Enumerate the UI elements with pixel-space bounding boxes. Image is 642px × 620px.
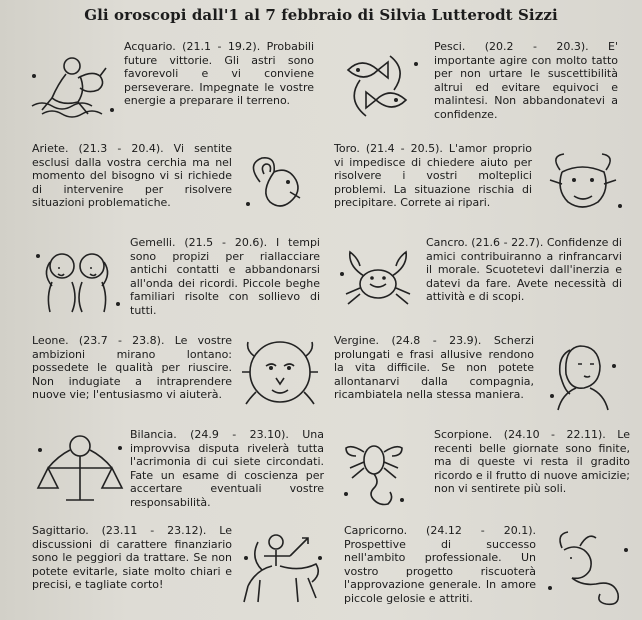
horoscope-ariete: Ariete. (21.3 - 20.4). Vi sentite esclusi dalla vostra cerchia ma nel momento del bisogno vi si richiede di intervenire per risolvere situazioni problematiche.	[32, 142, 232, 209]
horoscope-cancro: Cancro. (21.6 - 22.7). Confidenze di amici contribuiranno a rinfrancarvi il morale. Scuotetevi dall'inerzia e datevi da fare. Avete necessità di attività e di scopi.	[426, 236, 622, 303]
horoscope-vergine: Vergine. (24.8 - 23.9). Scherzi prolungati e frasi allusive rendono la vita difficile. Se non potete allontanarvi dalla compagnia, ricambiatela nella stessa maniera.	[334, 334, 534, 401]
sagittarius-icon	[236, 528, 328, 610]
pisces-icon	[330, 50, 428, 124]
article-title: Gli oroscopi dall'1 al 7 febbraio di Silvia Lutterodt Sizzi	[84, 6, 558, 24]
horoscope-capricorno: Capricorno. (24.12 - 20.1). Prospettive di successo nell'ambito professionale. Un vostro progetto riscuoterà l'approvazione generale. In amore piccole gelosie e attriti.	[344, 524, 536, 605]
horoscope-scorpione: Scorpione. (24.10 - 22.11). Le recenti belle giornate sono finite, ma di queste vi resta il gradito ricordo e il frutto di nuove amicizie; non vi sentirete più soli.	[434, 428, 630, 495]
horoscope-acquario: Acquario. (21.1 - 19.2). Probabili future vittorie. Gli astri sono favorevoli e vi conviene perseverare. Impegnate le vostre energie a preparare il terreno.	[124, 40, 314, 107]
horoscope-gemelli: Gemelli. (21.5 - 20.6). I tempi sono propizi per riallacciare antichi contatti e abbandonarsi all'onda dei ricordi. Piccole beghe familiari risolte con sollievo di tutti.	[130, 236, 320, 317]
virgo-icon	[540, 336, 626, 414]
horoscope-toro: Toro. (21.4 - 20.5). L'amor proprio vi impedisce di chiedere aiuto per risolvere i vostri molteplici problemi. La situazione rischia di precipitare. Correte ai ripari.	[334, 142, 532, 209]
cancer-icon	[336, 244, 420, 316]
horoscope-sagittario: Sagittario. (23.11 - 23.12). Le discussioni di carattere finanziario sono le peggiori da trattare. Se non potete evitarle, siate molto chiari e precisi, e tagliate corto!	[32, 524, 232, 591]
horoscope-pesci: Pesci. (20.2 - 20.3). E' importante agire con molto tatto per non urtare le suscettibilità altrui ed evitare equivoci e malintesi. Non abbandonatevi a confidenze.	[434, 40, 618, 121]
leo-icon	[236, 332, 326, 412]
libra-icon	[30, 430, 128, 510]
capricorn-icon	[540, 528, 636, 610]
aries-icon	[240, 152, 314, 218]
aquarius-icon	[22, 48, 122, 124]
horoscope-bilancia: Bilancia. (24.9 - 23.10). Una improvvisa disputa rivelerà tutta l'acrimonia di cui siete circondati. Fate un esame di coscienza per accertare eventuali vostre responsabilità.	[130, 428, 324, 509]
scorpio-icon	[338, 430, 412, 514]
horoscope-leone: Leone. (23.7 - 23.8). Le vostre ambizioni mirano lontano: possedete le qualità per riuscire. Non indugiate a intraprendere nuove vie; l'entusiasmo vi aiuterà.	[32, 334, 232, 401]
taurus-icon	[540, 150, 626, 218]
gemini-icon	[30, 244, 126, 318]
